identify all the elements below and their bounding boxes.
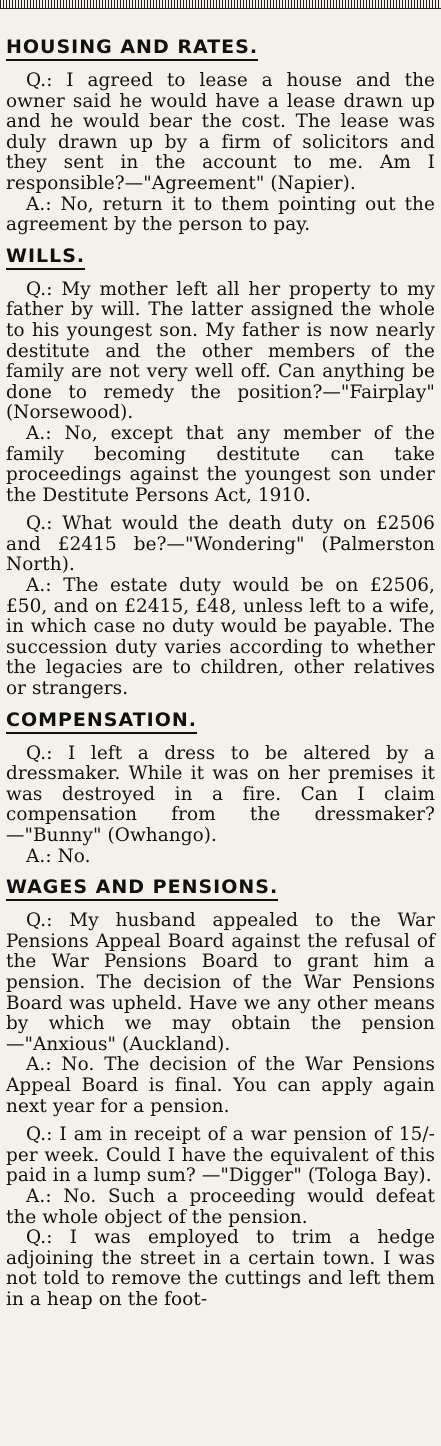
question-paragraph: Q.: I left a dress to be altered by a dressmaker. While it was on her premises it was destroyed in a fire. Can I claim compensation from the dressmaker?—"Bunny" (Owhango). — [6, 742, 435, 846]
question-paragraph: Q.: I am in receipt of a war pension of 15/- per week. Could I have the equivalent of this paid in a lump sum? —"Digger" (Tologa Bay). — [6, 1124, 435, 1187]
top-rule — [0, 0, 441, 9]
answer-paragraph: A.: No. The decision of the War Pensions Appeal Board is final. You can apply again next year for a pension. — [6, 1054, 435, 1117]
section-wills — [6, 244, 435, 270]
answer-paragraph: A.: No, except that any member of the family becoming destitute can take proceedings against the youngest son under the Destitute Persons Act, 1910. — [6, 422, 435, 506]
question-paragraph: Q.: I was employed to trim a hedge adjoining the street in a certain town. I was not told to remove the cuttings and left them in a heap on the foot- — [6, 1227, 435, 1310]
section-heading: HOUSING AND RATES. — [6, 35, 258, 61]
article-column — [0, 35, 441, 1310]
section-housing — [6, 35, 435, 61]
section-heading: COMPENSATION. — [6, 708, 197, 734]
answer-paragraph: A.: The estate duty would be on £2506, £50, and on £2415, £48, unless left to a wife, in which case no duty would be payable. The succession duty varies according to whether the legacies are to children, other relatives or strangers. — [6, 575, 435, 700]
question-paragraph: Q.: My husband appealed to the War Pensions Appeal Board against the refusal of the War Pensions Board to grant him a pension. The decision of the War Pensions Board was upheld. Have we any other means by which we may obtain the pension —"Anxious" (Auckland). — [6, 910, 435, 1055]
question-paragraph: Q.: My mother left all her property to my father by will. The latter assigned the whole to his youngest son. My father is now nearly destitute and the other members of the family are not very well off. Can anything be done to remedy the position?—"Fairplay" (Norsewood). — [6, 278, 435, 424]
answer-paragraph: A.: No, return it to them pointing out the agreement by the person to pay. — [6, 193, 435, 236]
section-heading: WILLS. — [6, 244, 85, 270]
section-wages-pensions — [6, 875, 435, 901]
answer-paragraph: A.: No. Such a proceeding would defeat the whole object of the pension. — [6, 1185, 435, 1228]
question-paragraph: Q.: I agreed to lease a house and the owner said he would have a lease drawn up and he would bear the cost. The lease was duly drawn up by a firm of solicitors and they sent in the account to me. Am I responsible?—"Agreement" (Napier). — [6, 70, 435, 194]
section-heading: WAGES AND PENSIONS. — [6, 875, 278, 901]
answer-paragraph: A.: No. — [26, 845, 91, 867]
section-compensation — [6, 708, 435, 734]
question-paragraph: Q.: What would the death duty on £2506 and £2415 be?—"Wondering" (Palmerston North). — [6, 513, 435, 576]
